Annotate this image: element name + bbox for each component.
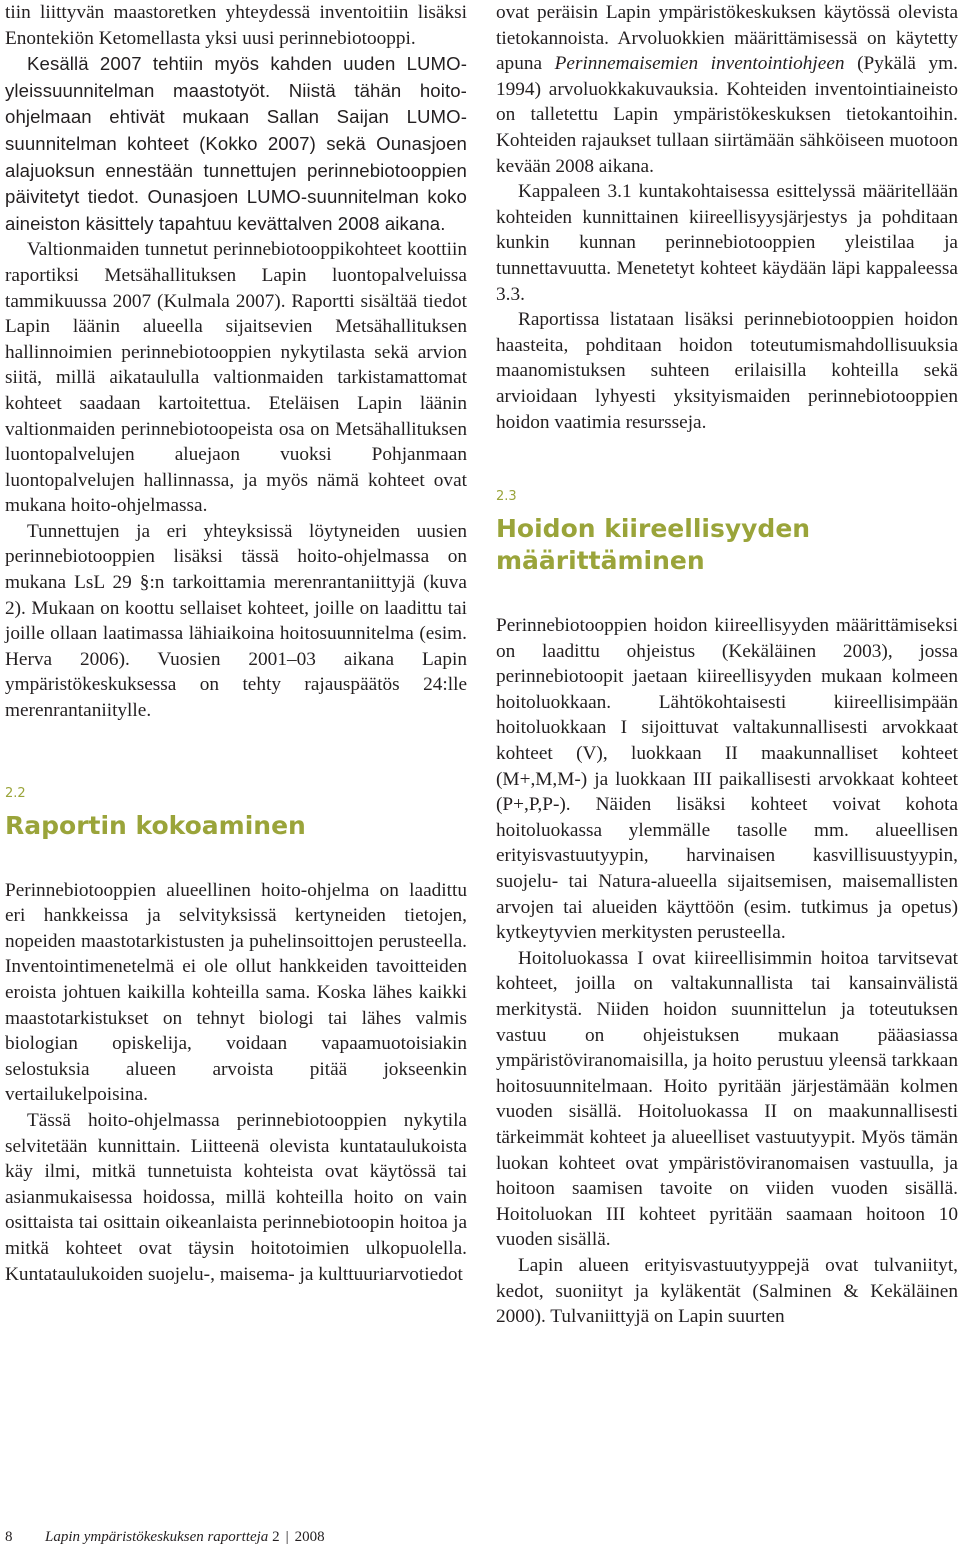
body-paragraph: Tässä hoito-ohjelmassa perinnebiotooppien nykytila selvitetään kunnittain. Liitteenä olevista kuntataulukoista käy ilmi, mitkä tunnetuista kohteista ovat käytössä tai asianmukaisessa hoidossa, millä kohteilla hoito on vain osittaista tai osittain oikeanlaista perinnebiotoopin hoitoa ja mitkä kohteet ovat täysin hoitotoimien ulkopuolella. Kuntataulukoiden suojelu-, maisema- ja kulttuuriarvotiedot [5, 1109, 467, 1285]
body-paragraph [5, 51, 467, 237]
body-paragraph: Valtionmaiden tunnetut perinnebiotooppikohteet koottiin raportiksi Metsähallituksen Lapin luontopalveluissa tammikuussa 2007 (Kulmala 2007). Raportti sisältää tiedot Lapin läänin alueella sijaitsevien Metsähallituksen hallinnoimien perinnebiotooppien nykytilasta sekä arvion siitä, millä aikataululla valtionmaiden tarkistamattomat kohteet saadaan kartoitettua. Eteläisen Lapin läänin valtionmaiden perinnebiotoopeista osa on Metsähallituksen luontopalvelujen aluejaon vuoksi Pohjanmaan luontopalvelujen hallinnassa, ja myös nämä kohteet ovat mukana hoito-ohjelmassa. [5, 239, 467, 517]
paragraph-sans-lead: Kesällä 2007 tehtiin myös kahden uuden LUMO-yleissuunnitelman maastotyöt. [5, 53, 467, 101]
section-heading-block [496, 489, 958, 577]
italic-reference-title: Perinnemaisemien inventointiohjeen [554, 53, 845, 75]
body-paragraph: Hoitoluokassa I ovat kiireellisimmin hoitoa tarvitsevat kohteet, joilla on valtakunnallista tai kansainvälistä merkitystä. Niiden hoidon suunnittelun ja toteutuksen vastuu on ohjeistuksen mukaan pääasiassa ympäristöviranomaisilla, ja hoito perustuu yleensä tarkkaan hoitosuunnitelmaan. Hoito pyritään järjestämään kolmen vuoden sisällä. Hoitoluokassa II on maakunnallisesti tärkeimmät kohteet ja alueelliset vastuutyypit. Myös tämän luokan kohteet ovat ympäristöviranomaisen vastuulla, ja hoitoon saamisen tavoite on viiden vuoden sisällä. Hoitoluokan III kohteet pyritään saamaan hoitoon 10 vuoden sisällä. [496, 947, 958, 1251]
left-column [5, 0, 467, 1287]
body-paragraph: Perinnebiotooppien alueellinen hoito-ohjelma on laadittu eri hankkeissa ja selvityksissä kertyneiden tietojen, nopeiden maastotarkistusten ja puhelinsoittojen perusteella. Inventointimenetelmä ei ole ollut hankkeiden tavoitteiden eroista johtuen kaikilla kohteilla sama. Koska lähes kaikki maastotarkistukset on tehnyt biologi tai lähes valmis biologian opiskelija, voidaan vapaamuotoisiakin selostuksia alueen arvoista pitää jokseenkin vertailukelpoisina. [5, 879, 467, 1106]
publication-year: 2008 [294, 1529, 325, 1545]
page-footer [5, 1527, 325, 1547]
footer-separator: | [285, 1529, 289, 1545]
section-title: Raportin kokoaminen [5, 810, 306, 840]
body-paragraph: Tunnettujen ja eri yhteyksissä löytyneiden uusien perinnebiotooppien lisäksi tässä hoito-ohjelmassa on mukana LsL 29 §:n tarkoittamia merenrantaniittyjä (kuva 2). Mukaan on koottu sellaiset kohteet, joille on laadittu tai joille ollaan laatimassa lähiaikoina hoitosuunnitelma (esim. Herva 2006). Vuosien 2001–03 aikana Lapin ympäristökeskuksessa on tehty rajauspäätös 24:lle merenrantaniitylle. [5, 520, 467, 722]
paragraph-text: ovat peräisin Lapin ympäristökeskuksen käytössä olevista tietokannoista. Arvoluokkien määrittämisessä on käytetty apuna [496, 2, 958, 75]
right-column [496, 0, 958, 1330]
body-paragraph: tiin liittyvän maastoretken yhteydessä inventoitiin lisäksi Enontekiön Ketomellasta yksi uusi perinnebiotooppi. [5, 2, 467, 49]
body-paragraph: Perinnebiotooppien hoidon kiireellisyyden määrittämiseksi on laadittu ohjeistus (Kekäläinen 2003), jossa perinnebiotoopit jaetaan kiireellisyyden mukaan kolmeen hoitoluokkaan. Lähtökohtaisesti kiireellisimpään hoitoluokkaan I sijoittuvat valtakunnallisesti arvokkaat kohteet (V), luokkaan II maakunnalliset kohteet (M+,M,M-) ja luokkaan III paikallisesti arvokkaat kohteet (P+,P,P-). Näiden lisäksi kohteet voivat kohota hoitoluokassa ylemmälle tasolle mm. alueellisen erityisvastuutyypin, harvinaisen kasvillisuustyypin, suojelu- tai Natura-alueella sijaitsemisen, maisemallisten arvojen tai alueiden käyttöön (esim. tutkimus ja opetus) kytkeytyvien merkitysten perusteella. [496, 615, 958, 944]
body-paragraph [496, 0, 958, 179]
body-paragraph: Raportissa listataan lisäksi perinnebiotooppien hoidon haasteita, pohditaan hoidon toteutumismahdollisuuksia maanomistuksen suhteen erilaisilla kohteilla sekä arvioidaan lyhyesti yksityismaiden perinnebiotooppien hoidon vaatimia resursseja. [496, 309, 958, 433]
section-number: 2.2 [5, 785, 26, 801]
section-heading-block [5, 786, 467, 842]
paragraph-sans-continuation: Niistä tähän hoito-ohjelmaan ehtivät mukaan Sallan Saijan LUMO-suunnitelman kohteet (Kokko 2007) sekä Ounasjoen alajuoksun ennestään tunnettujen perinnebiotooppien päivitetyt tiedot. Ounasjoen LUMO-suunnitelman koko aineiston käsittely tapahtuu kevättalven 2008 aikana. [5, 79, 467, 234]
publication-title: Lapin ympäristökeskuksen raportteja [45, 1529, 269, 1545]
section-number: 2.3 [496, 489, 517, 505]
body-paragraph: Kappaleen 3.1 kuntakohtaisessa esittelyssä määritellään kohteiden kunnittainen kiireellisyysjärjestys ja pohditaan kunkin kunnan perinnebiotooppien yleistilaa ja tunnettavuutta. Menetetyt kohteet käydään läpi kappaleessa 3.3. [496, 181, 958, 305]
section-title: Hoidon kiireellisyyden määrittäminen [496, 514, 811, 576]
page-number: 8 [5, 1529, 13, 1545]
issue-number: 2 [272, 1529, 280, 1545]
paragraph-text: (Pykälä ym. 1994) arvoluokkakuvauksia. Kohteiden inventointiaineisto on talletettu Lapin ympäristökeskuksen tietokantoihin. Kohteiden rajaukset tullaan siirtämään sähköiseen muotoon kevään 2008 aikana. [496, 53, 959, 177]
body-paragraph: Lapin alueen erityisvastuutyyppejä ovat tulvaniityt, kedot, suoniityt ja kyläkentät (Salminen & Kekäläinen 2000). Tulvaniittyjä on Lapin suurten [496, 1254, 958, 1328]
